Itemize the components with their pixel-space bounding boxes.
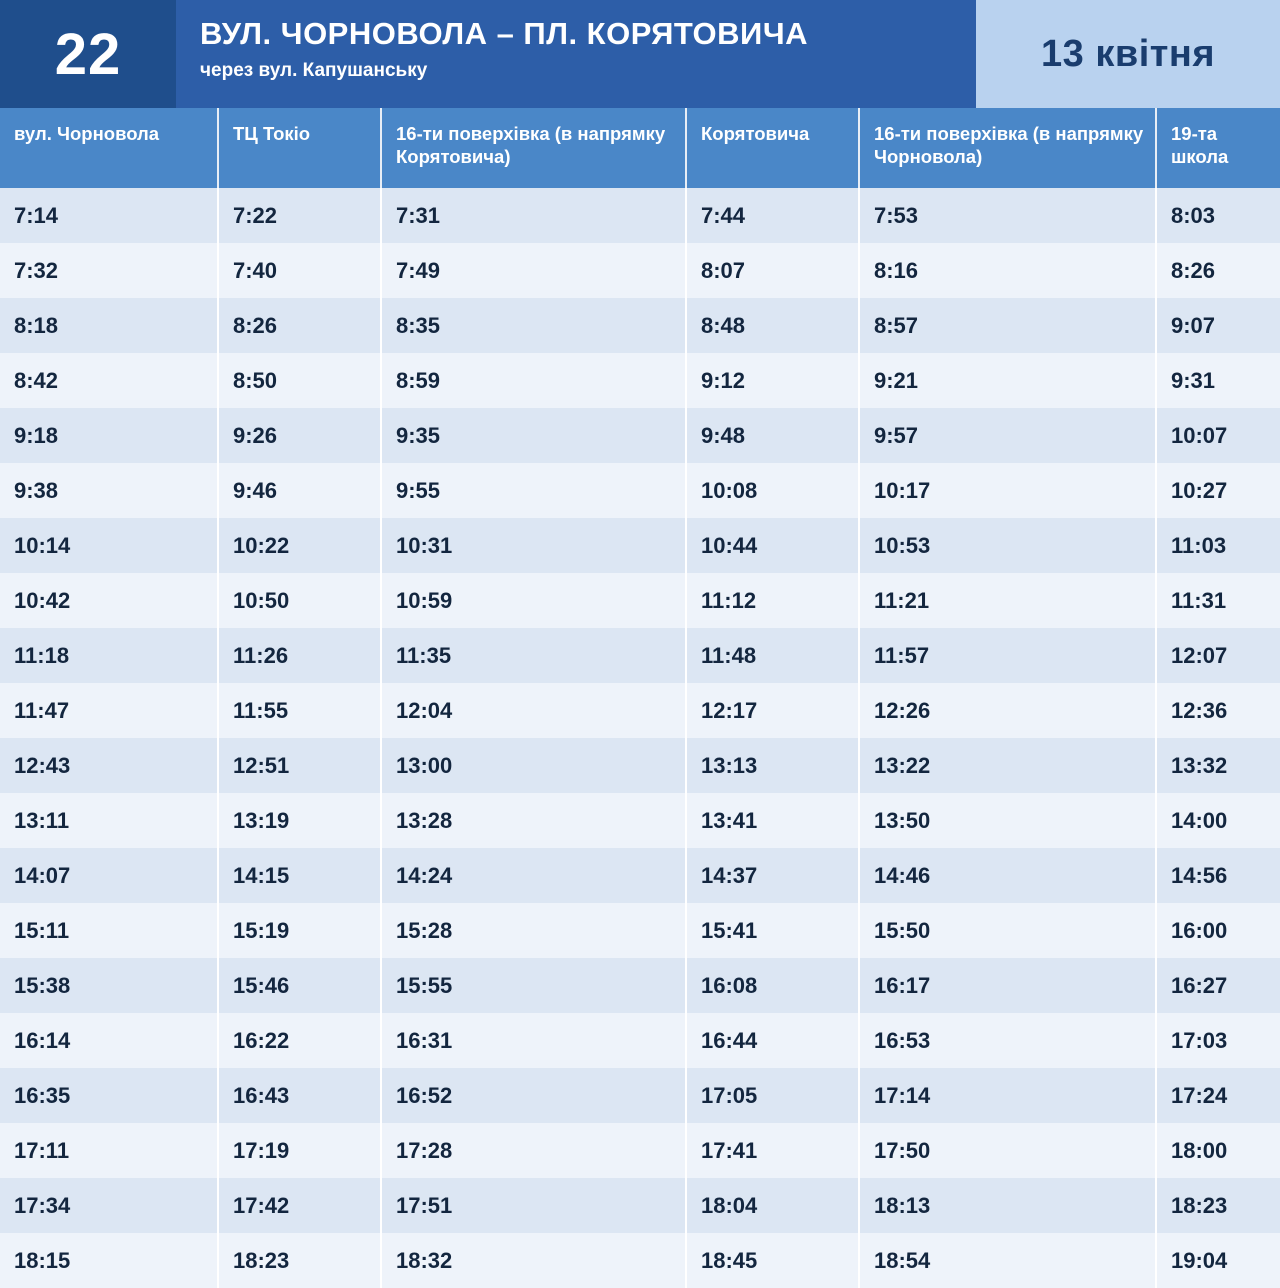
table-cell-time: 12:36 (1156, 683, 1280, 738)
table-cell-time: 8:57 (859, 298, 1156, 353)
table-cell-time: 9:07 (1156, 298, 1280, 353)
table-cell-time: 11:55 (218, 683, 381, 738)
table-row (0, 408, 1280, 463)
table-cell-time: 7:49 (381, 243, 686, 298)
table-cell-time: 18:13 (859, 1178, 1156, 1233)
table-cell-time: 8:50 (218, 353, 381, 408)
column-header-19-shkola: 19-та школа (1156, 108, 1280, 188)
table-cell-time: 16:44 (686, 1013, 859, 1068)
table-cell-time: 13:11 (0, 793, 218, 848)
table-cell-time: 12:43 (0, 738, 218, 793)
table-cell-time: 11:18 (0, 628, 218, 683)
column-header-tc-tokio: ТЦ Токіо (218, 108, 381, 188)
table-cell-time: 18:54 (859, 1233, 1156, 1288)
table-cell-time: 15:46 (218, 958, 381, 1013)
table-cell-time: 17:34 (0, 1178, 218, 1233)
table-cell-time: 10:07 (1156, 408, 1280, 463)
table-cell-time: 17:50 (859, 1123, 1156, 1178)
table-cell-time: 15:41 (686, 903, 859, 958)
table-cell-time: 11:47 (0, 683, 218, 738)
table-cell-time: 7:31 (381, 188, 686, 243)
table-row (0, 903, 1280, 958)
table-cell-time: 16:52 (381, 1068, 686, 1123)
table-cell-time: 14:46 (859, 848, 1156, 903)
table-cell-time: 8:07 (686, 243, 859, 298)
table-cell-time: 13:32 (1156, 738, 1280, 793)
poster-header (0, 0, 1280, 108)
table-cell-time: 17:14 (859, 1068, 1156, 1123)
table-cell-time: 8:48 (686, 298, 859, 353)
table-cell-time: 9:35 (381, 408, 686, 463)
table-cell-time: 12:17 (686, 683, 859, 738)
table-cell-time: 10:08 (686, 463, 859, 518)
table-cell-time: 11:35 (381, 628, 686, 683)
table-cell-time: 14:37 (686, 848, 859, 903)
table-cell-time: 15:55 (381, 958, 686, 1013)
table-row (0, 1178, 1280, 1233)
table-cell-time: 18:23 (1156, 1178, 1280, 1233)
table-cell-time: 9:57 (859, 408, 1156, 463)
table-cell-time: 7:53 (859, 188, 1156, 243)
table-cell-time: 17:11 (0, 1123, 218, 1178)
table-cell-time: 9:46 (218, 463, 381, 518)
table-cell-time: 9:38 (0, 463, 218, 518)
table-cell-time: 8:59 (381, 353, 686, 408)
table-cell-time: 10:50 (218, 573, 381, 628)
table-cell-time: 10:31 (381, 518, 686, 573)
table-cell-time: 16:35 (0, 1068, 218, 1123)
table-cell-time: 15:28 (381, 903, 686, 958)
table-cell-time: 14:15 (218, 848, 381, 903)
table-row (0, 298, 1280, 353)
table-cell-time: 9:31 (1156, 353, 1280, 408)
table-cell-time: 13:28 (381, 793, 686, 848)
table-cell-time: 16:14 (0, 1013, 218, 1068)
table-cell-time: 10:17 (859, 463, 1156, 518)
table-cell-time: 14:24 (381, 848, 686, 903)
table-cell-time: 18:45 (686, 1233, 859, 1288)
table-cell-time: 16:08 (686, 958, 859, 1013)
table-cell-time: 17:41 (686, 1123, 859, 1178)
table-cell-time: 17:28 (381, 1123, 686, 1178)
schedule-table (0, 108, 1280, 1288)
table-cell-time: 8:35 (381, 298, 686, 353)
table-cell-time: 11:12 (686, 573, 859, 628)
table-cell-time: 13:13 (686, 738, 859, 793)
table-cell-time: 11:57 (859, 628, 1156, 683)
table-cell-time: 16:17 (859, 958, 1156, 1013)
table-cell-time: 11:21 (859, 573, 1156, 628)
table-cell-time: 13:50 (859, 793, 1156, 848)
table-cell-time: 11:26 (218, 628, 381, 683)
table-row (0, 793, 1280, 848)
table-cell-time: 10:27 (1156, 463, 1280, 518)
table-cell-time: 17:42 (218, 1178, 381, 1233)
table-cell-time: 7:44 (686, 188, 859, 243)
table-cell-time: 7:32 (0, 243, 218, 298)
table-cell-time: 16:31 (381, 1013, 686, 1068)
table-cell-time: 8:26 (218, 298, 381, 353)
table-cell-time: 18:23 (218, 1233, 381, 1288)
table-cell-time: 11:03 (1156, 518, 1280, 573)
table-row (0, 1123, 1280, 1178)
table-row (0, 243, 1280, 298)
table-cell-time: 10:44 (686, 518, 859, 573)
table-row (0, 518, 1280, 573)
table-row (0, 463, 1280, 518)
schedule-table-head (0, 108, 1280, 188)
table-cell-time: 13:00 (381, 738, 686, 793)
table-cell-time: 17:24 (1156, 1068, 1280, 1123)
table-row (0, 188, 1280, 243)
table-cell-time: 18:32 (381, 1233, 686, 1288)
table-cell-time: 10:53 (859, 518, 1156, 573)
table-cell-time: 7:22 (218, 188, 381, 243)
route-title: ВУЛ. ЧОРНОВОЛА – ПЛ. КОРЯТОВИЧА (200, 16, 809, 51)
table-cell-time: 16:00 (1156, 903, 1280, 958)
table-cell-time: 17:03 (1156, 1013, 1280, 1068)
table-row (0, 738, 1280, 793)
table-cell-time: 8:42 (0, 353, 218, 408)
table-cell-time: 13:41 (686, 793, 859, 848)
table-cell-time: 10:22 (218, 518, 381, 573)
table-cell-time: 12:04 (381, 683, 686, 738)
column-header-16-poverhivka-to-chornovola: 16-ти поверхівка (в напрямку Чорновола) (859, 108, 1156, 188)
route-title-block (176, 0, 976, 108)
table-cell-time: 10:14 (0, 518, 218, 573)
route-number-badge: 22 (0, 0, 176, 108)
table-cell-time: 14:00 (1156, 793, 1280, 848)
table-cell-time: 16:27 (1156, 958, 1280, 1013)
table-row (0, 1068, 1280, 1123)
table-cell-time: 9:18 (0, 408, 218, 463)
table-cell-time: 15:38 (0, 958, 218, 1013)
table-cell-time: 17:05 (686, 1068, 859, 1123)
table-row (0, 1013, 1280, 1068)
table-row (0, 848, 1280, 903)
table-cell-time: 16:53 (859, 1013, 1156, 1068)
table-cell-time: 18:15 (0, 1233, 218, 1288)
table-cell-time: 11:48 (686, 628, 859, 683)
table-row (0, 628, 1280, 683)
table-cell-time: 9:48 (686, 408, 859, 463)
table-cell-time: 10:42 (0, 573, 218, 628)
table-cell-time: 13:22 (859, 738, 1156, 793)
table-cell-time: 19:04 (1156, 1233, 1280, 1288)
table-cell-time: 12:07 (1156, 628, 1280, 683)
table-cell-time: 9:21 (859, 353, 1156, 408)
table-cell-time: 15:50 (859, 903, 1156, 958)
table-cell-time: 8:03 (1156, 188, 1280, 243)
route-subtitle: через вул. Капушанську (200, 59, 428, 81)
column-header-koriatovycha: Корятовича (686, 108, 859, 188)
table-cell-time: 16:43 (218, 1068, 381, 1123)
table-cell-time: 18:04 (686, 1178, 859, 1233)
table-cell-time: 10:59 (381, 573, 686, 628)
table-cell-time: 7:40 (218, 243, 381, 298)
column-header-chornovola: вул. Чорновола (0, 108, 218, 188)
table-cell-time: 8:16 (859, 243, 1156, 298)
table-row (0, 683, 1280, 738)
table-cell-time: 16:22 (218, 1013, 381, 1068)
schedule-date: 13 квітня (976, 0, 1280, 108)
table-row (0, 353, 1280, 408)
table-cell-time: 18:00 (1156, 1123, 1280, 1178)
schedule-table-body (0, 188, 1280, 1288)
table-cell-time: 7:14 (0, 188, 218, 243)
table-cell-time: 17:19 (218, 1123, 381, 1178)
table-cell-time: 12:51 (218, 738, 381, 793)
table-cell-time: 12:26 (859, 683, 1156, 738)
table-cell-time: 9:55 (381, 463, 686, 518)
table-cell-time: 14:56 (1156, 848, 1280, 903)
table-cell-time: 8:26 (1156, 243, 1280, 298)
table-row (0, 958, 1280, 1013)
table-cell-time: 13:19 (218, 793, 381, 848)
table-cell-time: 9:26 (218, 408, 381, 463)
table-cell-time: 15:19 (218, 903, 381, 958)
table-header-row (0, 108, 1280, 188)
table-cell-time: 11:31 (1156, 573, 1280, 628)
table-cell-time: 8:18 (0, 298, 218, 353)
table-cell-time: 17:51 (381, 1178, 686, 1233)
table-cell-time: 9:12 (686, 353, 859, 408)
table-cell-time: 14:07 (0, 848, 218, 903)
table-row (0, 573, 1280, 628)
column-header-16-poverhivka-to-koriatovycha: 16-ти поверхівка (в напрямку Корятовича) (381, 108, 686, 188)
table-cell-time: 15:11 (0, 903, 218, 958)
